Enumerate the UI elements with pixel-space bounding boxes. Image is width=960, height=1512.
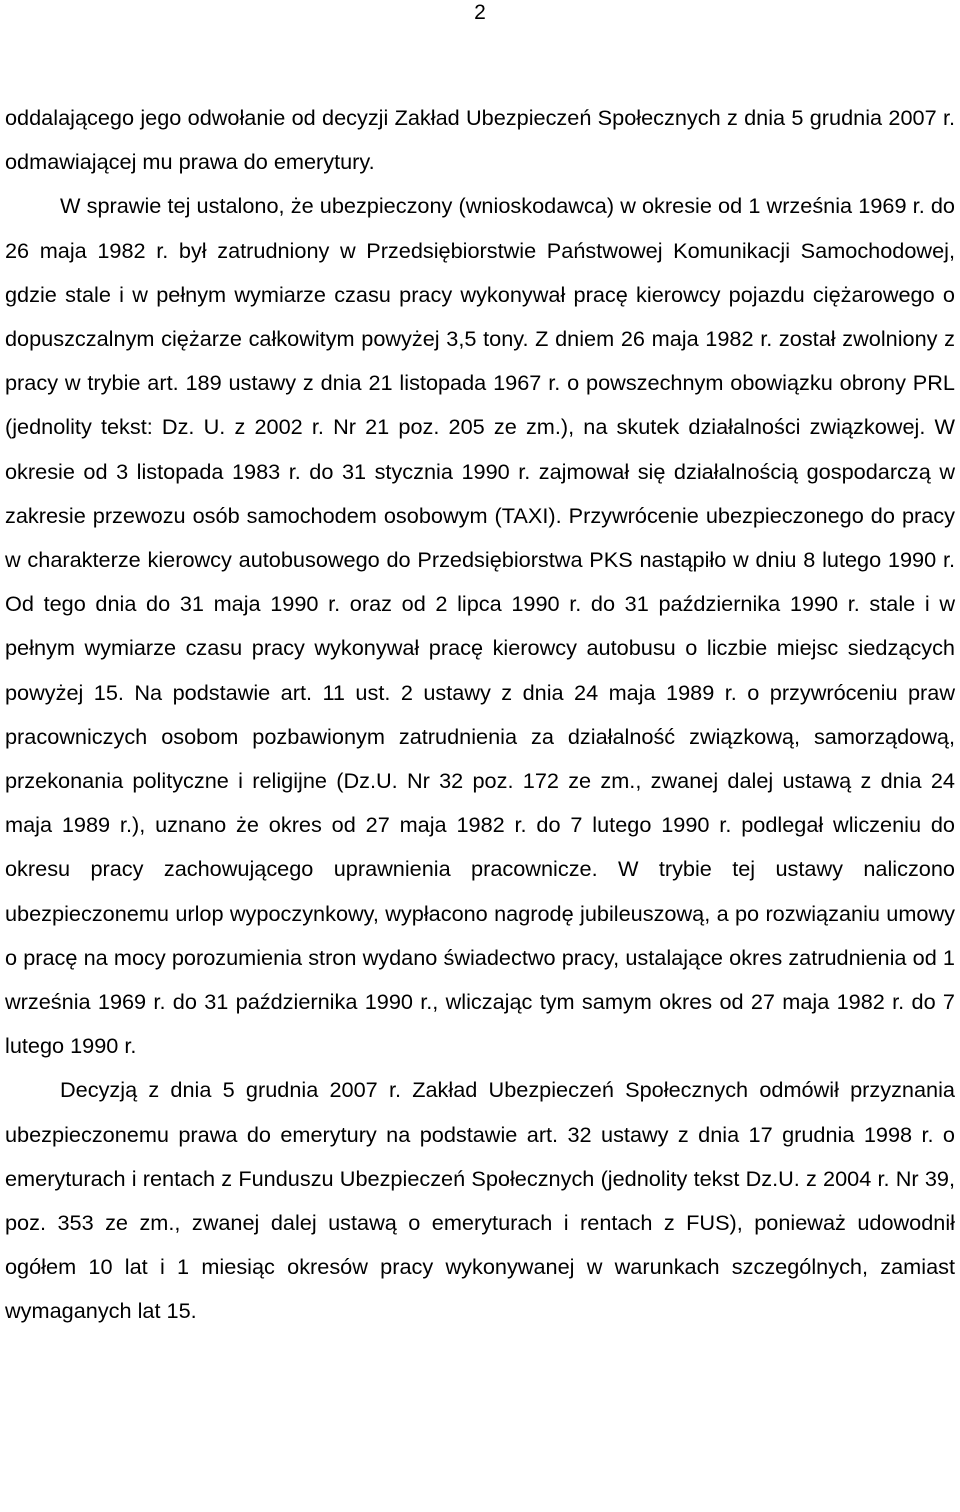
document-body <box>5 96 955 1334</box>
paragraph-facts: W sprawie tej ustalono, że ubezpieczony (wnioskodawca) w okresie od 1 września 1969 r. do 26 maja 1982 r. był zatrudniony w Przedsiębiorstwie Państwowej Komunikacji Samochodowej, gdzie stale i w pełnym wymiarze czasu pracy wykonywał pracę kierowcy pojazdu ciężarowego o dopuszczalnym ciężarze całkowitym powyżej 3,5 tony. Z dniem 26 maja 1982 r. został zwolniony z pracy w trybie art. 189 ustawy z dnia 21 listopada 1967 r. o powszechnym obowiązku obrony PRL (jednolity tekst: Dz. U. z 2002 r. Nr 21 poz. 205 ze zm.), na skutek działalności związkowej. W okresie od 3 listopada 1983 r. do 31 stycznia 1990 r. zajmował się działalnością gospodarczą w zakresie przewozu osób samochodem osobowym (TAXI). Przywrócenie ubezpieczonego do pracy w charakterze kierowcy autobusowego do Przedsiębiorstwa PKS nastąpiło w dniu 8 lutego 1990 r. Od tego dnia do 31 maja 1990 r. oraz od 2 lipca 1990 r. do 31 października 1990 r. stale i w pełnym wymiarze czasu pracy wykonywał pracę kierowcy autobusu o liczbie miejsc siedzących powyżej 15. Na podstawie art. 11 ust. 2 ustawy z dnia 24 maja 1989 r. o przywróceniu praw pracowniczych osobom pozbawionym zatrudnienia za działalność związkową, samorządową, przekonania polityczne i religijne (Dz.U. Nr 32 poz. 172 ze zm., zwanej dalej ustawą z dnia 24 maja 1989 r.), uznano że okres od 27 maja 1982 r. do 7 lutego 1990 r. podlegał wliczeniu do okresu pracy zachowującego uprawnienia pracownicze. W trybie tej ustawy naliczono ubezpieczonemu urlop wypoczynkowy, wypłacono nagrodę jubileuszową, a po rozwiązaniu umowy o pracę na mocy porozumienia stron wydano świadectwo pracy, ustalające okres zatrudnienia od 1 września 1969 r. do 31 października 1990 r., wliczając tym samym okres od 27 maja 1982 r. do 7 lutego 1990 r. <box>5 193 955 1059</box>
paragraph-continuation: oddalającego jego odwołanie od decyzji Zakład Ubezpieczeń Społecznych z dnia 5 grudnia 2007 r. odmawiającej mu prawa do emerytury. <box>5 105 955 175</box>
page-number: 2 <box>474 1 486 24</box>
paragraph-decision: Decyzją z dnia 5 grudnia 2007 r. Zakład Ubezpieczeń Społecznych odmówił przyznania ubezpieczonemu prawa do emerytury na podstawie art. 32 ustawy z dnia 17 grudnia 1998 r. o emeryturach i rentach z Funduszu Ubezpieczeń Społecznych (jednolity tekst Dz.U. z 2004 r. Nr 39, poz. 353 ze zm., zwanej dalej ustawą o emeryturach i rentach z FUS), ponieważ udowodnił ogółem 10 lat i 1 miesiąc okresów pracy wykonywanej w warunkach szczególnych, zamiast wymaganych lat 15. <box>5 1077 955 1324</box>
